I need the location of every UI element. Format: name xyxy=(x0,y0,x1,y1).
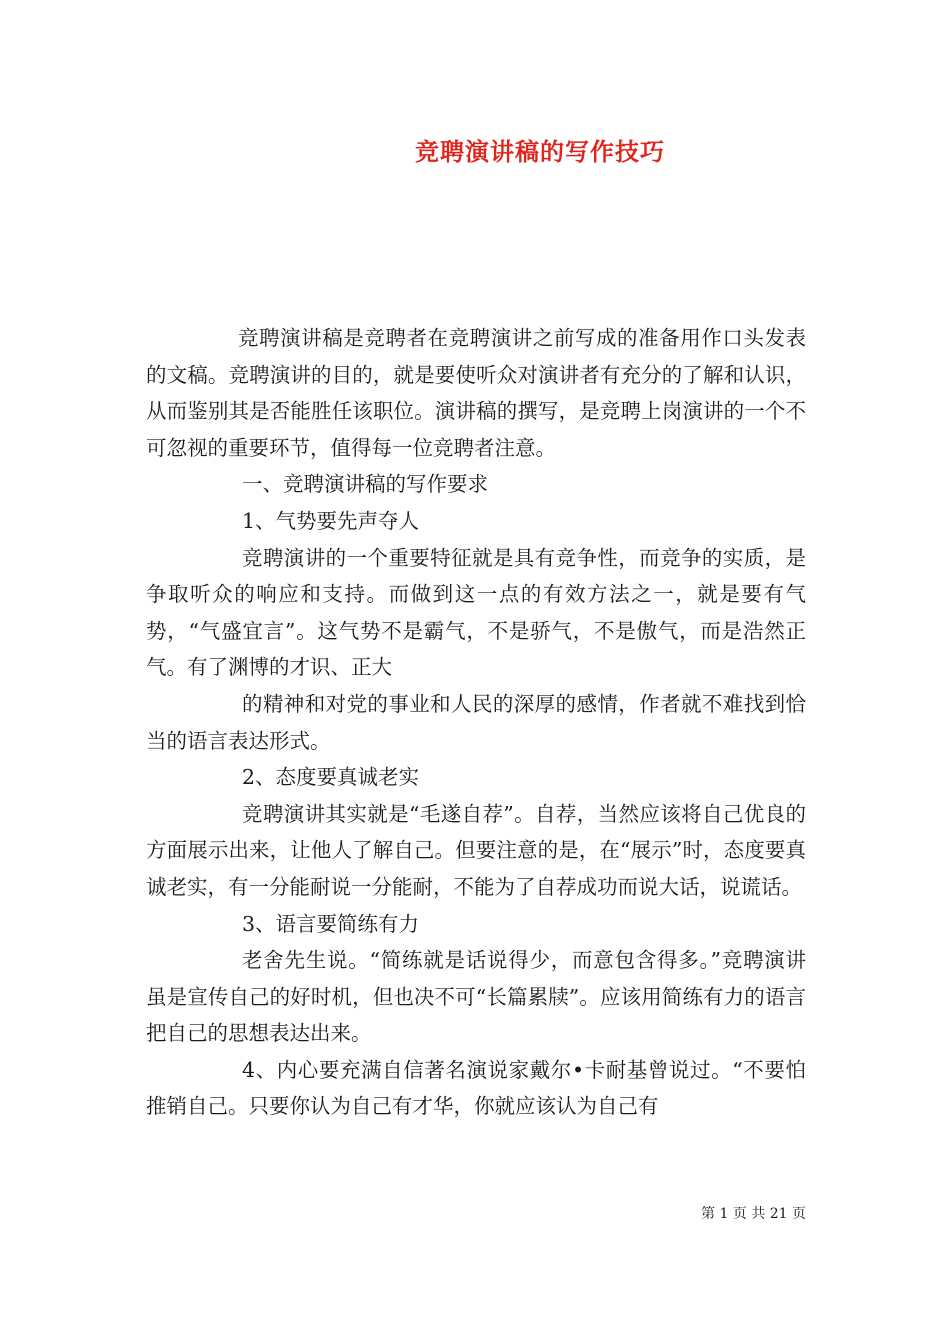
paragraph: 竞聘演讲的一个重要特征就是具有竞争性，而竞争的实质，是争取听众的响应和支持。而做到这一点的有效方法之一，就是要有气势，“气盛宜言”。这气势不是霸气，不是骄气，不是傲气，而是浩然正气。有了渊博的才识、正大 xyxy=(146,545,806,680)
page-number-footer: 第 1 页 共 21 页 xyxy=(701,1206,806,1222)
paragraph: 老舍先生说。“简练就是话说得少，而意包含得多。”竞聘演讲虽是宣传自己的好时机，但也决不可“长篇累牍”。应该用简练有力的语言把自己的思想表达出来。 xyxy=(146,948,806,1046)
paragraph: 4、内心要充满自信著名演说家戴尔•卡耐基曾说过。“不要怕推销自己。只要你认为自己有才华，你就应该认为自己有 xyxy=(146,1057,806,1119)
document-title: 竞聘演讲稿的写作技巧 xyxy=(415,137,665,166)
subsection-heading: 3、语言要简练有力 xyxy=(242,911,420,936)
paragraph-intro: 竞聘演讲稿是竞聘者在竞聘演讲之前写成的准备用作口头发表的文稿。竞聘演讲的目的，就是要使听众对演讲者有充分的了解和认识，从而鉴别其是否能胜任该职位。演讲稿的撰写，是竞聘上岗演讲的一个不可忽视的重要环节，值得每一位竞聘者注意。 xyxy=(146,326,806,460)
paragraph: 竞聘演讲其实就是“毛遂自荐”。自荐，当然应该将自己优良的方面展示出来，让他人了解自己。但要注意的是，在“展示”时，态度要真诚老实，有一分能耐说一分能耐，不能为了自荐成功而说大话，说谎话。 xyxy=(146,801,806,899)
paragraph: 的精神和对党的事业和人民的深厚的感情，作者就不难找到恰当的语言表达形式。 xyxy=(146,691,806,753)
subsection-heading: 1、气势要先声夺人 xyxy=(242,508,420,533)
subsection-heading: 2、态度要真诚老实 xyxy=(242,765,420,790)
section-heading: 一、竞聘演讲稿的写作要求 xyxy=(242,472,488,497)
document-body xyxy=(146,320,806,1125)
